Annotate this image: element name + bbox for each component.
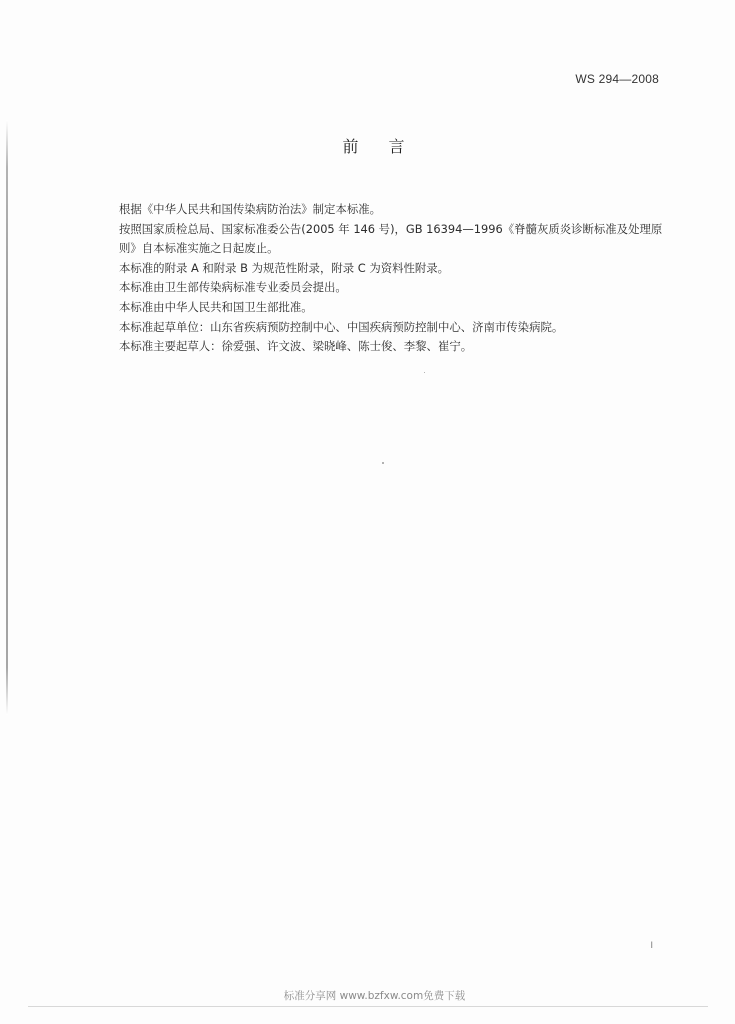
page-number: I [650,940,653,950]
paragraph-drafting-units: 本标准起草单位：山东省疾病预防控制中心、中国疾病预防控制中心、济南市传染病院。 [119,319,564,334]
title-char-2: 言 [388,137,405,156]
foreword-body [119,200,664,357]
standard-number: WS 294—2008 [575,72,659,86]
paragraph-drafters: 本标准主要起草人：徐爱强、许文波、梁晓峰、陈士俊、李黎、崔宁。 [119,339,473,354]
scan-binding-edge [6,120,8,715]
scan-speck [424,372,425,373]
title-char-1: 前 [342,137,359,156]
footer-watermark: 标准分享网 www.bzfxw.com免费下载 [283,990,466,1002]
paragraph-supersedes: 按照国家质检总局、国家标准委公告(2005 年 146 号)，GB 16394—1996《脊髓灰质炎诊断标准及处理原则》自本标准实施之日起废止。 [119,221,663,256]
paragraph-basis: 根据《中华人民共和国传染病防治法》制定本标准。 [119,202,381,216]
paragraph-approved-by: 本标准由中华人民共和国卫生部批准。 [119,299,313,314]
scan-speck [382,462,384,464]
paragraph-annexes: 本标准的附录 A 和附录 B 为规范性附录，附录 C 为资料性附录。 [119,260,450,275]
paragraph-proposed-by: 本标准由卫生部传染病标准专业委员会提出。 [119,280,347,295]
section-title [0,134,735,157]
footer-divider [28,1006,708,1007]
